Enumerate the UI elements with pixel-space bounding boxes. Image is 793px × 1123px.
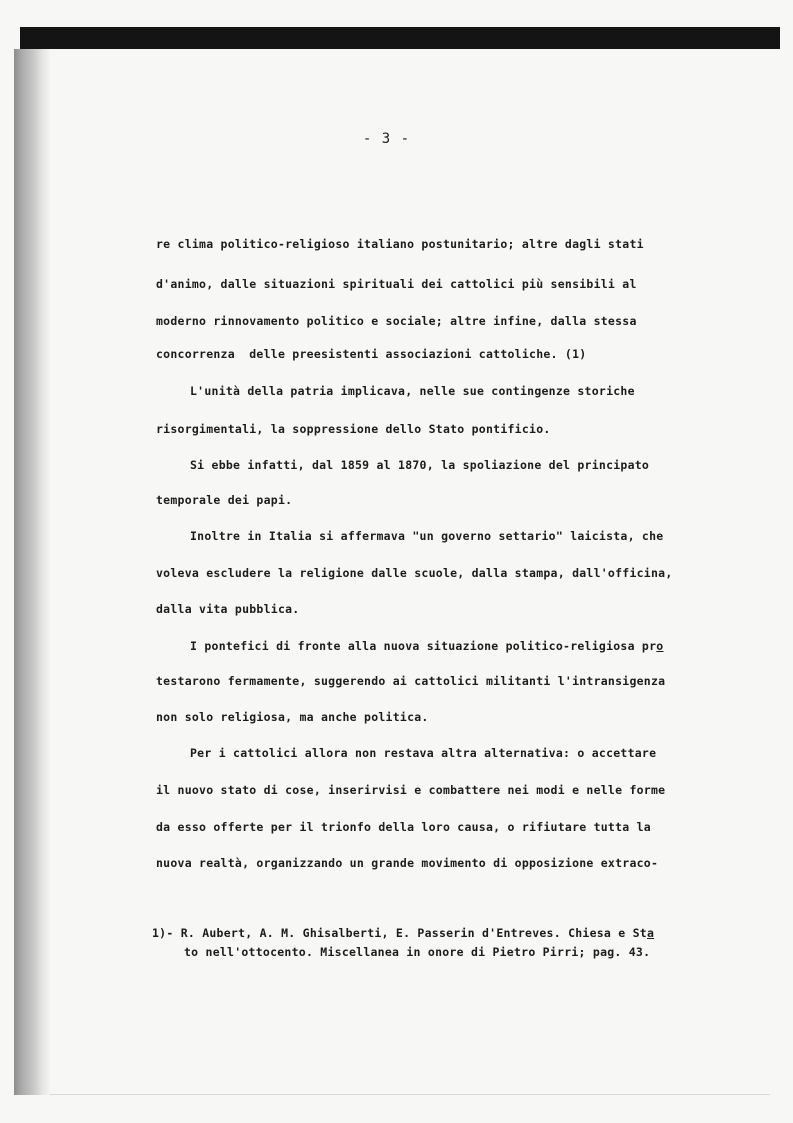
paragraph-line: moderno rinnovamento politico e sociale; altre infine, dalla stessa bbox=[156, 314, 637, 328]
scan-binding-shadow bbox=[14, 49, 50, 1095]
paragraph-line: Si ebbe infatti, dal 1859 al 1870, la spoliazione del principato bbox=[190, 458, 650, 472]
paragraph-line: temporale dei papi. bbox=[156, 493, 293, 507]
underlined-syllable: a bbox=[646, 926, 655, 940]
footnote-line: to nell'ottocento. Miscellanea in onore di Pietro Pirri; pag. 43. bbox=[184, 945, 651, 959]
scan-bottom-edge bbox=[50, 1094, 770, 1095]
paragraph-line: testarono fermamente, suggerendo ai cattolici militanti l'intransigenza bbox=[156, 674, 666, 688]
paragraph-line: Inoltre in Italia si affermava "un governo settario" laicista, che bbox=[190, 529, 664, 543]
paragraph-line: concorrenza delle preesistenti associazioni cattoliche. (1) bbox=[156, 347, 587, 361]
paragraph-line: re clima politico-religioso italiano postunitario; altre dagli stati bbox=[156, 237, 644, 251]
paragraph-line: dalla vita pubblica. bbox=[156, 602, 300, 616]
paragraph-line: non solo religiosa, ma anche politica. bbox=[156, 710, 429, 724]
paragraph-line: Per i cattolici allora non restava altra alternativa: o accettare bbox=[190, 746, 657, 760]
paragraph-line: nuova realtà, organizzando un grande movimento di opposizione extraco- bbox=[156, 856, 659, 870]
paragraph-line: voleva escludere la religione dalle scuole, dalla stampa, dall'officina, bbox=[156, 566, 673, 580]
underlined-syllable: o bbox=[656, 639, 664, 653]
paragraph-line: il nuovo stato di cose, inserirvisi e combattere nei modi e nelle forme bbox=[156, 783, 666, 797]
paragraph-line: risorgimentali, la soppressione dello Stato pontificio. bbox=[156, 422, 551, 436]
paragraph-line: da esso offerte per il trionfo della loro causa, o rifiutare tutta la bbox=[156, 820, 651, 834]
footnote-text: 1)- R. Aubert, A. M. Ghisalberti, E. Passerin d'Entreves. Chiesa e St bbox=[152, 926, 647, 940]
paragraph-line-text: I pontefici di fronte alla nuova situazione politico-religiosa pr bbox=[190, 639, 657, 653]
page-number: - 3 - bbox=[362, 131, 411, 147]
paragraph-line: d'animo, dalle situazioni spirituali dei cattolici più sensibili al bbox=[156, 277, 637, 291]
paragraph-line: L'unità della patria implicava, nelle sue contingenze storiche bbox=[190, 384, 635, 398]
paragraph-line bbox=[190, 638, 663, 654]
scan-top-edge bbox=[20, 27, 780, 49]
footnote-line bbox=[152, 925, 654, 941]
